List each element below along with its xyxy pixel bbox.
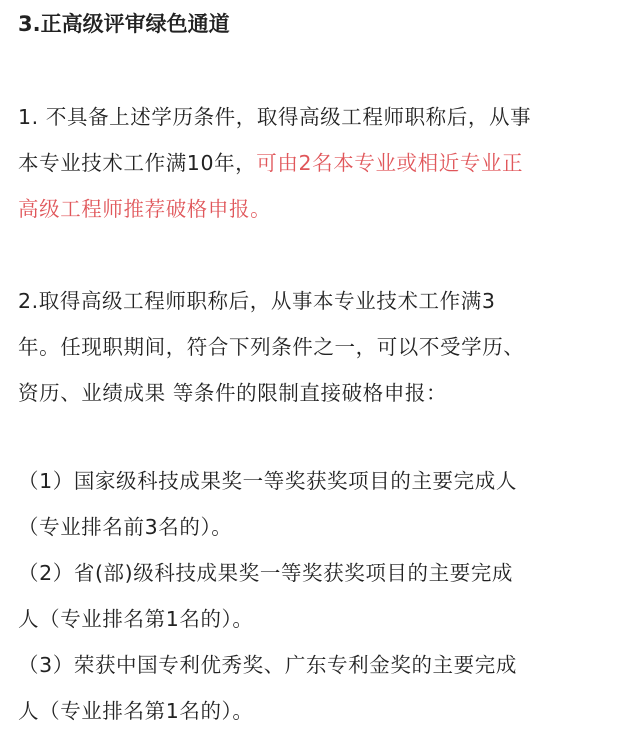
item1-line3-highlight: 高级工程师推荐破格申报。 bbox=[18, 197, 272, 221]
condition-3-line2: 人（专业排名第1名的）。 bbox=[18, 699, 254, 723]
item2-line1: 2.取得高级工程师职称后，从事本专业技术工作满3 bbox=[18, 289, 496, 313]
item2-line3: 资历、业绩成果 等条件的限制直接破格申报： bbox=[18, 381, 448, 405]
condition-1-line1: （1）国家级科技成果奖一等奖获奖项目的主要完成人 bbox=[18, 469, 517, 493]
item1-line2-highlight: 可由2名本专业或相近专业正 bbox=[256, 151, 524, 175]
condition-2-line2: 人（专业排名第1名的）。 bbox=[18, 607, 254, 631]
item2-line2: 年。任现职期间，符合下列条件之一，可以不受学历、 bbox=[18, 335, 525, 359]
condition-2-line1: （2）省(部)级科技成果奖一等奖获奖项目的主要完成 bbox=[18, 561, 514, 585]
condition-1-line2: （专业排名前3名的）。 bbox=[18, 515, 233, 539]
condition-3-line1: （3）荣获中国专利优秀奖、广东专利金奖的主要完成 bbox=[18, 653, 517, 677]
item1-line1: 1. 不具备上述学历条件，取得高级工程师职称后，从事 bbox=[18, 105, 532, 129]
item1-line2 bbox=[18, 148, 523, 178]
item1-line2-text: 本专业技术工作满10年， bbox=[18, 151, 257, 175]
section-title: 3.正高级评审绿色通道 bbox=[18, 12, 230, 36]
